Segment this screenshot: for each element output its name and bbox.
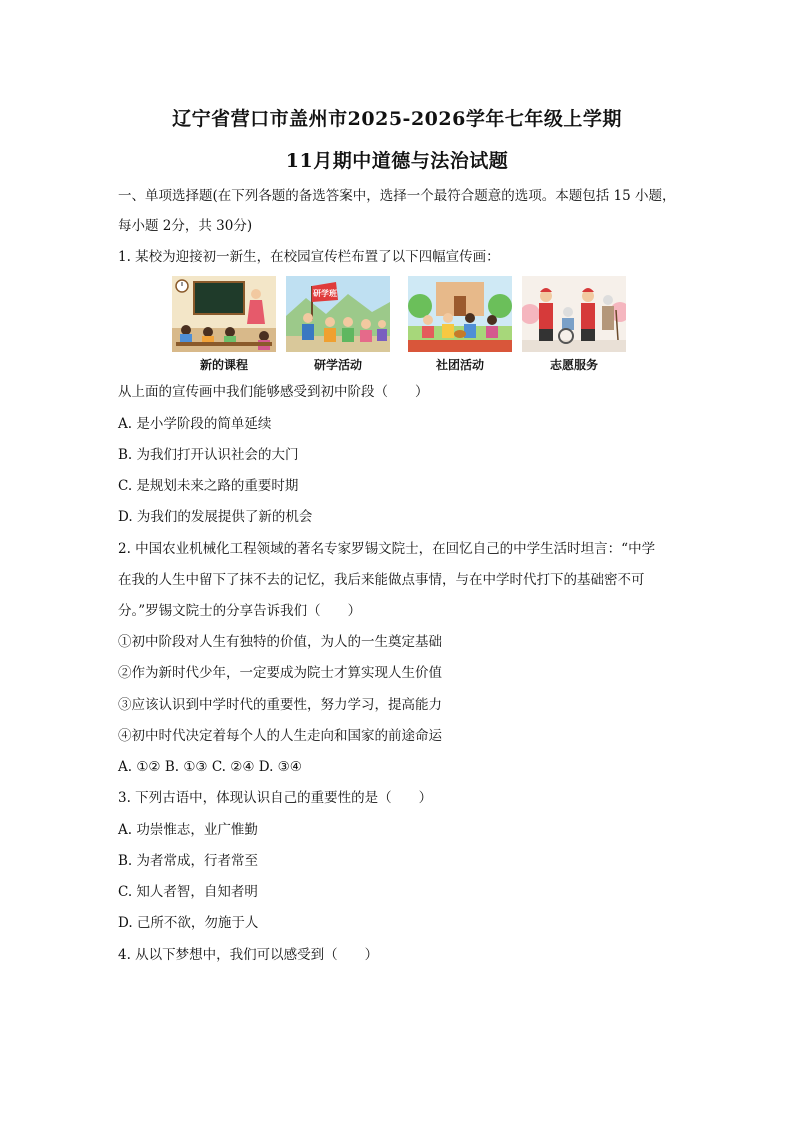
exam-title-line2: 11月期中道德与法治试题 [285,150,509,172]
q2-stem-line2: 在我的人生中留下了抹不去的记忆，我后来能做点事情，与在中学时代打下的基础密不可 [118,572,645,588]
q1-stem: 1. 某校为迎接初一新生，在校园宣传栏布置了以下四幅宣传画： [118,249,500,265]
q1-option-b: B. 为我们打开认识社会的大门 [118,447,299,463]
flag-text: 研学班 [313,289,337,298]
q2-statement-2: ②作为新时代少年，一定要成为院士才算实现人生价值 [118,665,442,681]
q1-question: 从上面的宣传画中我们能够感受到初中阶段（ ） [118,384,429,400]
q1-option-a: A. 是小学阶段的简单延续 [118,416,272,432]
q3-option-a: A. 功崇惟志，业广惟勤 [118,822,258,838]
section-heading-line1: 一、单项选择题(在下列各题的备选答案中，选择一个最符合题意的选项。本题包括 15 小题， [118,188,676,204]
caption-volunteer-service: 志愿服务 [549,358,598,372]
q1-option-d: D. 为我们的发展提供了新的机会 [118,509,313,525]
q3-stem: 3. 下列古语中，体现认识自己的重要性的是（ ） [118,790,433,806]
q2-statement-3: ③应该认识到中学时代的重要性，努力学习，提高能力 [118,697,442,713]
q1-poster-row [172,276,632,372]
exam-title-line1: 辽宁省营口市盖州市2025-2026学年七年级上学期 [172,108,622,130]
section-heading-line2: 每小题 2分，共 30分) [118,218,253,234]
q2-statement-4: ④初中时代决定着每个人的人生走向和国家的前途命运 [118,728,442,744]
q3-option-d: D. 己所不欲，勿施于人 [118,915,259,931]
q2-statement-1: ①初中阶段对人生有独特的价值，为人的一生奠定基础 [118,634,442,650]
q4-stem: 4. 从以下梦想中，我们可以感受到（ ） [118,947,379,963]
q1-option-c: C. 是规划未来之路的重要时期 [118,478,299,494]
caption-new-curriculum: 新的课程 [199,358,248,372]
club-activity-illustration [408,276,512,352]
q2-options: A. ①② B. ①③ C. ②④ D. ③④ [118,759,302,775]
volunteer-illustration [522,276,626,352]
q3-option-c: C. 知人者智，自知者明 [118,884,258,900]
q2-stem-line1: 2. 中国农业机械化工程领域的著名专家罗锡文院士，在回忆自己的中学生活时坦言：“中学 [118,541,656,557]
caption-club-activity: 社团活动 [435,358,484,372]
classroom-illustration [172,276,276,352]
q3-option-b: B. 为者常成，行者常至 [118,853,259,869]
caption-study-trip: 研学活动 [313,358,362,372]
study-trip-illustration [286,276,390,352]
q2-stem-line3: 分。”罗锡文院士的分享告诉我们（ ） [118,603,362,619]
